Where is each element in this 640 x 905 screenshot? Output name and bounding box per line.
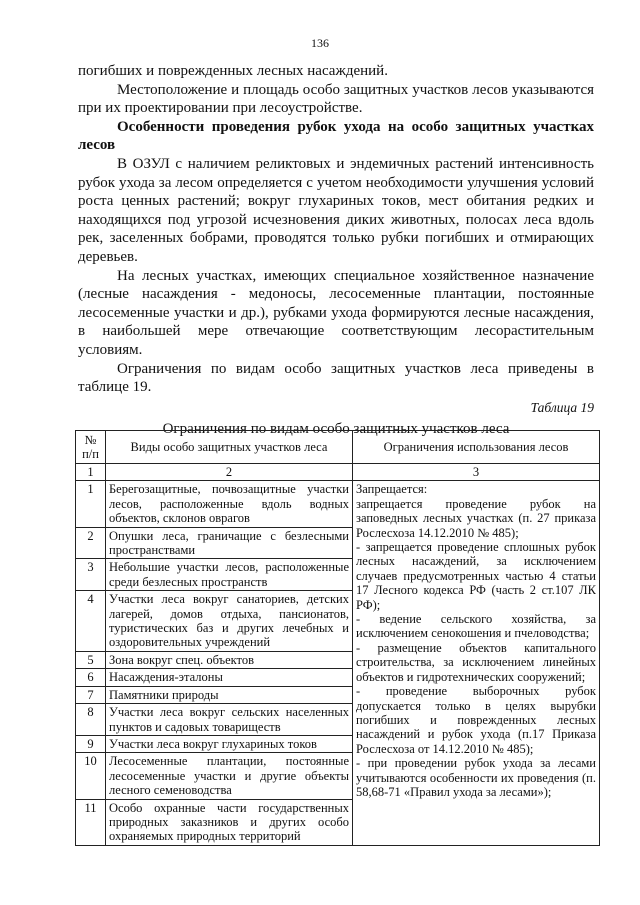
restriction-item: - проведение выборочных рубок допускается только в целях вырубки погибших и поврежденных лесных насаждений и рубок ухода (п.17 Приказа Рослесхоза от 14.12.2010 № 485); <box>356 684 596 756</box>
row-number: 1 <box>76 481 106 527</box>
row-kind: Небольшие участки лесов, расположенные среди безлесных пространств <box>106 559 353 591</box>
row-kind: Берегозащитные, почвозащитные участки лесов, расположенные вдоль водных объектов, склонов оврагов <box>106 481 353 527</box>
restriction-item: - ведение сельского хозяйства, за исключением сенокошения и пчеловодства; <box>356 612 596 641</box>
table-caption: Таблица 19 <box>530 399 594 415</box>
table-title: Ограничения по видам особо защитных участков леса <box>162 421 510 438</box>
section-heading: Особенности проведения рубок ухода на особо защитных участках лесов <box>78 118 594 154</box>
paragraph: Ограничения по видам особо защитных участков леса приведены в таблице 19. <box>78 360 594 396</box>
restriction-item: запрещается проведение рубок на заповедных лесных участках (п. 27 приказа Рослесхоза 14.12.2010 № 485); <box>356 496 596 540</box>
row-kind: Зона вокруг спец. объектов <box>106 651 353 668</box>
column-index: 3 <box>353 464 600 481</box>
row-kind: Участки леса вокруг сельских населенных пунктов и садовых товариществ <box>106 704 353 736</box>
header-restrictions: Ограничения использования лесов <box>353 431 600 464</box>
row-kind: Особо охранные части государственных природных заказников и других особо охраняемых природных территорий <box>106 799 353 845</box>
row-number: 11 <box>76 799 106 845</box>
table-row <box>76 481 600 527</box>
row-number: 8 <box>76 704 106 736</box>
restrictions-cell <box>353 481 600 845</box>
page-number: 136 <box>311 36 329 50</box>
row-number: 5 <box>76 651 106 668</box>
row-kind: Лесосеменные плантации, постоянные лесосеменные участки и другие объекты лесного семеноводства <box>106 753 353 799</box>
column-index: 1 <box>76 464 106 481</box>
row-number: 9 <box>76 735 106 752</box>
row-number: 7 <box>76 686 106 703</box>
restriction-item: Запрещается: <box>356 482 428 497</box>
row-kind: Опушки леса, граничащие с безлесными пространствами <box>106 527 353 559</box>
row-kind: Участки леса вокруг санаториев, детских лагерей, домов отдыха, пансионатов, туристических баз и других лечебных и оздоровительных учреждений <box>106 591 353 652</box>
paragraph: Местоположение и площадь особо защитных участков лесов указываются при их проектировании при лесоустройстве. <box>78 81 594 117</box>
restrictions-table <box>75 430 600 846</box>
row-number: 10 <box>76 753 106 799</box>
paragraph: погибших и поврежденных лесных насаждений. <box>78 63 388 79</box>
row-kind: Участки леса вокруг глухариных токов <box>106 735 353 752</box>
row-number: 3 <box>76 559 106 591</box>
column-index: 2 <box>106 464 353 481</box>
header-kind: Виды особо защитных участков леса <box>106 431 353 464</box>
paragraph: На лесных участках, имеющих специальное хозяйственное назначение (лесные насаждения - медоносы, лесосеменные плантации, постоянные лесосеменные участки и др.), рубками ухода формируются лесные насаждения, в наибольшей мере отвечающие соответствующим лесорастительным условиям. <box>78 267 594 358</box>
restriction-item: - запрещается проведение сплошных рубок лесных насаждений, за исключением случаев предусмотренных частью 4 статьи 17 Лесного кодекса РФ (часть 2 ст.107 ЛК РФ); <box>356 540 596 612</box>
restriction-item: - размещение объектов капитального строительства, за исключением линейных объектов и гидротехнических сооружений; <box>356 640 596 684</box>
header-number: № п/п <box>76 431 106 464</box>
paragraph: В ОЗУЛ с наличием реликтовых и эндемичных растений интенсивность рубок ухода за лесом определяется с учетом необходимости улучшения условий роста ценных растений; вокруг глухариных токов, мест обитания редких и находящихся под угрозой исчезновения диких животных, полосах леса вдоль рек, заселенных бобрами, проводятся только рубки погибших и отмирающих деревьев. <box>78 155 594 265</box>
restriction-item: - при проведении рубок ухода за лесами учитываются особенности их проведения (п. 58,68-71 «Правил ухода за лесами»); <box>356 756 596 799</box>
row-number: 6 <box>76 669 106 686</box>
row-kind: Насаждения-эталоны <box>106 669 353 686</box>
row-kind: Памятники природы <box>106 686 353 703</box>
row-number: 2 <box>76 527 106 559</box>
row-number: 4 <box>76 591 106 652</box>
body-text <box>78 62 594 439</box>
